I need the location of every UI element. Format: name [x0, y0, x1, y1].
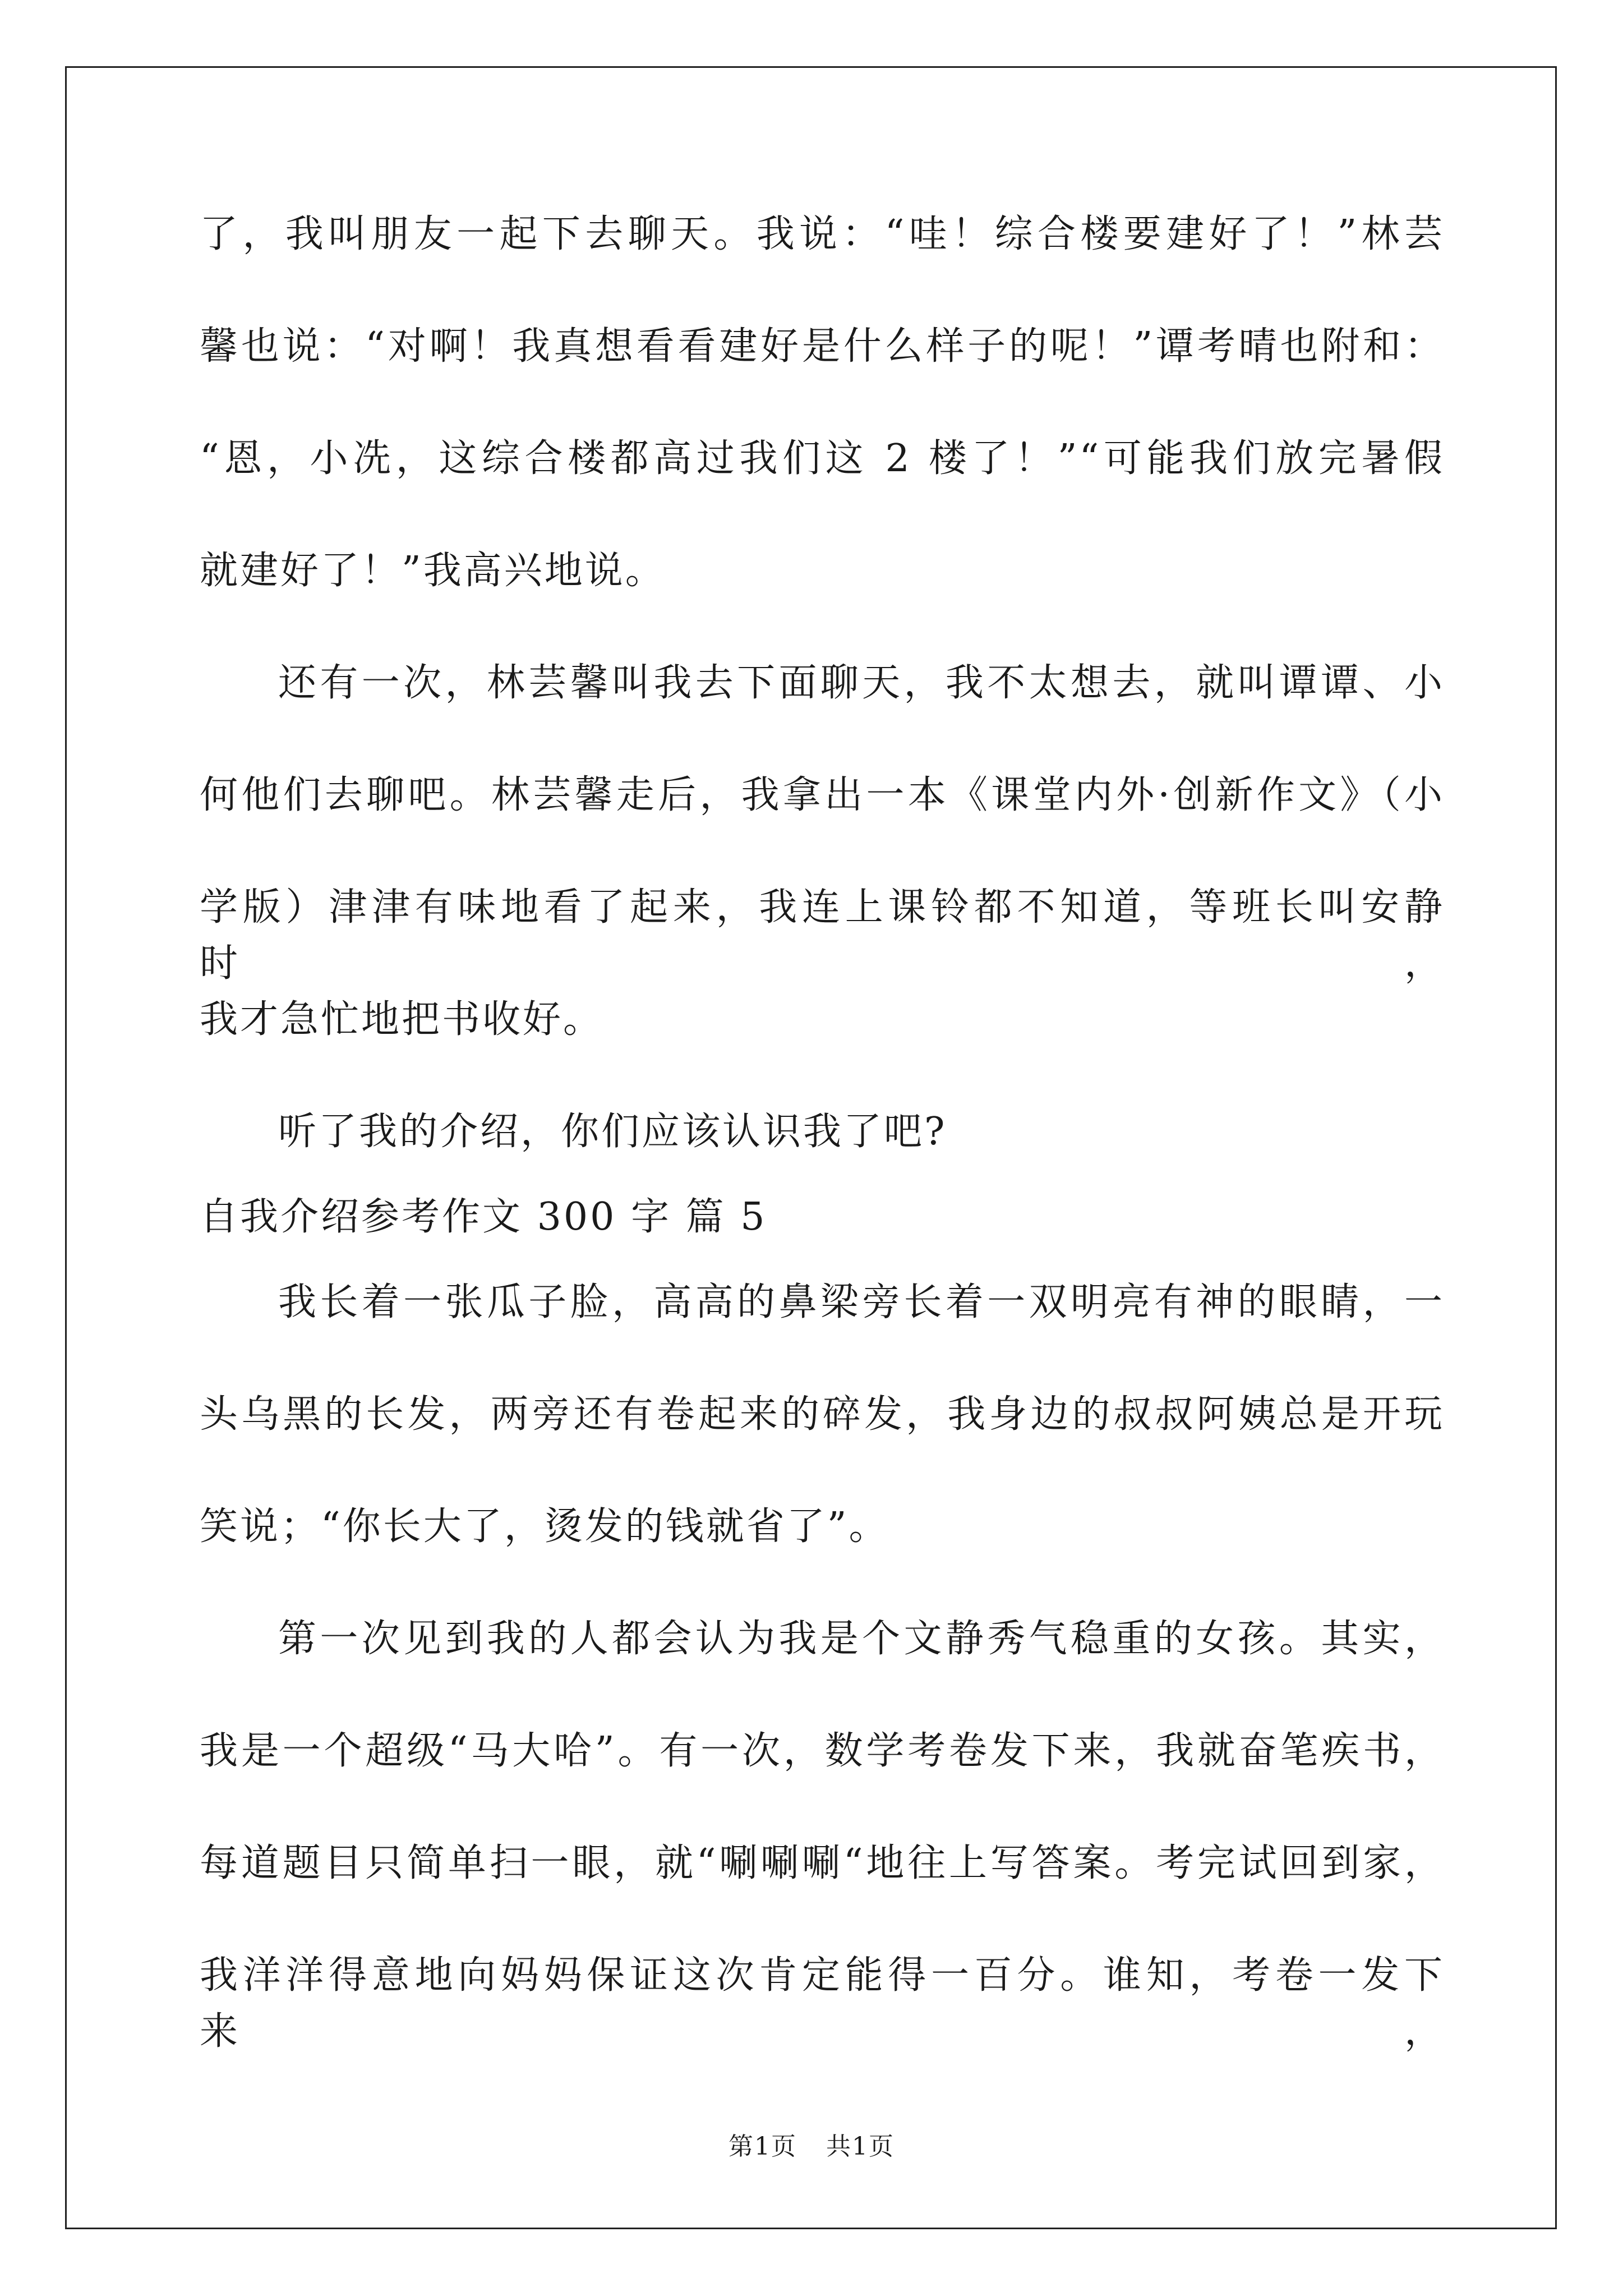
paragraph-line: 第一次见到我的人都会认为我是个文静秀气稳重的女孩。其实，: [278, 1617, 1445, 1661]
paragraph-line: 我洋洋得意地向妈妈保证这次肯定能得一百分。谁知，考卷一发下来，: [200, 1953, 1445, 2054]
paragraph-line: 我才急忙地把书收好。: [200, 997, 604, 1042]
page-number-total: 共1页: [826, 2132, 895, 2161]
paragraph-line: 笑说；“你长大了，烫发的钱就省了”。: [200, 1504, 889, 1549]
paragraph-line: 馨也说：“对啊！我真想看看建好是什么样子的呢！”谭考晴也附和：: [200, 324, 1445, 369]
paragraph-line: 头乌黑的长发，两旁还有卷起来的碎发，我身边的叔叔阿姨总是开玩: [200, 1392, 1445, 1437]
document-body: [200, 206, 1445, 2060]
paragraph-line: “恩，小冼，这综合楼都高过我们这 2 楼了！”“可能我们放完暑假: [200, 436, 1445, 481]
paragraph-line: 学版）津津有味地看了起来，我连上课铃都不知道，等班长叫安静时，: [200, 885, 1445, 986]
paragraph-line: 我长着一张瓜子脸，高高的鼻梁旁长着一双明亮有神的眼睛，一: [278, 1280, 1445, 1324]
section-heading: 自我介绍参考作文 300 字 篇 5: [200, 1195, 767, 1239]
page-footer: [0, 2126, 1623, 2162]
paragraph-line: 每道题目只简单扫一眼，就“唰唰唰“地往上写答案。考完试回到家，: [200, 1841, 1445, 1885]
paragraph-line: 何他们去聊吧。林芸馨走后，我拿出一本《课堂内外·创新作文》（小: [200, 773, 1445, 817]
paragraph-line: 了，我叫朋友一起下去聊天。我说：“哇！综合楼要建好了！”林芸: [200, 212, 1445, 256]
page-number-current: 第1页: [728, 2132, 797, 2161]
paragraph-line: 听了我的介绍，你们应该认识我了吧?: [278, 1110, 947, 1154]
paragraph-line: 我是一个超级“马大哈”。有一次，数学考卷发下来，我就奋笔疾书，: [200, 1729, 1445, 1773]
paragraph-line: 还有一次，林芸馨叫我去下面聊天，我不太想去，就叫谭谭、小: [278, 661, 1445, 705]
paragraph-line: 就建好了！”我高兴地说。: [200, 549, 666, 593]
